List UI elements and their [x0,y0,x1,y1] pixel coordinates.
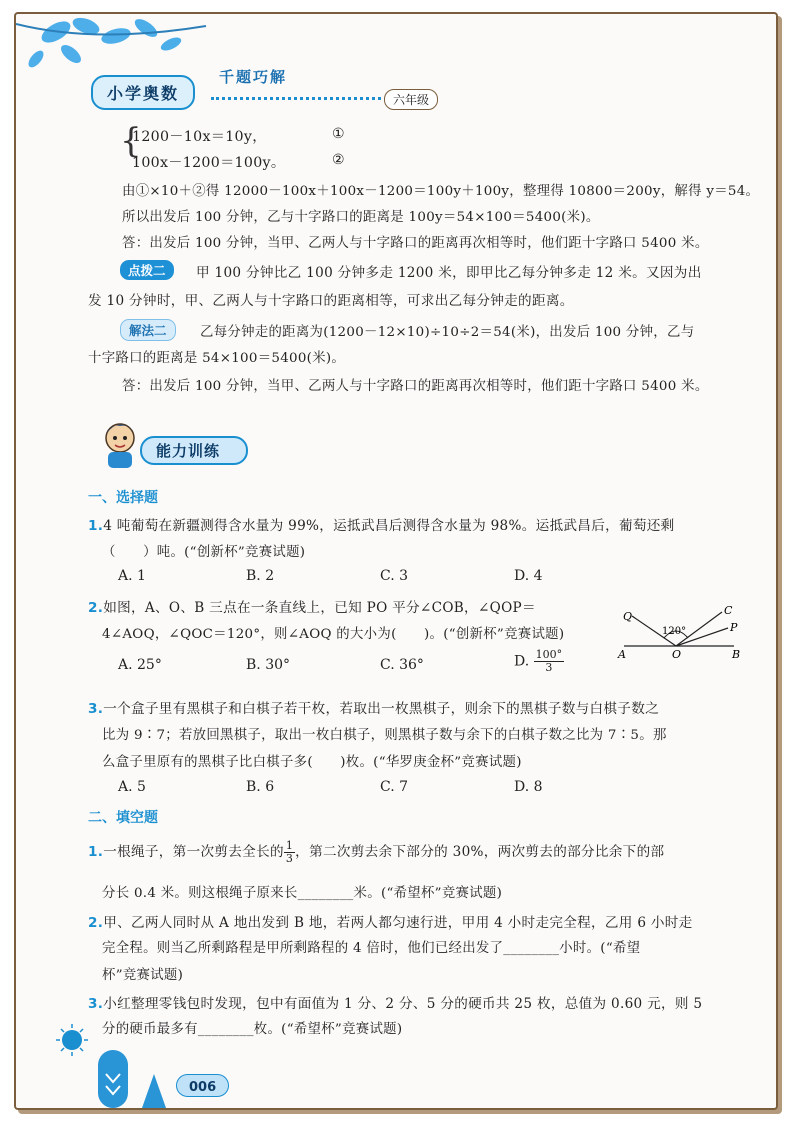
s2-q2-line-3: 杯”竞赛试题) [102,968,184,983]
s1-q2-option-c[interactable]: C. 36° [380,657,424,673]
equation-brace: { [120,121,142,161]
angle-figure [616,594,746,662]
s1-q3-option-d[interactable]: D. 8 [514,779,543,795]
label-b: B [732,648,741,661]
s1-q3-number: 3. [88,701,104,717]
pine-tree-icon [142,1074,166,1108]
s2-q1-number: 1. [88,844,104,860]
label-p: P [730,621,738,634]
solution-line-1: 由①×10＋②得 12000－100x＋100x－1200＝100y＋100y，整理得 10800＝200y，解得 y＝54。 [122,184,760,199]
grade-badge: 六年级 [384,89,438,110]
training-banner [88,414,288,474]
s1-q2-option-b[interactable]: B. 30° [246,657,291,673]
s2-q2-line-2: 完全程。则当乙所剩路程是甲所剩路程的 4 倍时，他们已经出发了________小时。(“希望 [102,941,641,956]
s2-q1-line-1 [88,840,664,865]
s2-q2-line-1 [88,911,693,931]
tree-icon [98,1050,128,1108]
s1-q3-option-a[interactable]: A. 5 [118,779,146,795]
solution-answer-1: 答：出发后 100 分钟，当甲、乙两人与十字路口的距离再次相等时，他们距十字路口 5400 米。 [122,236,709,251]
s1-q1-option-d[interactable]: D. 4 [514,568,543,584]
s1-q2-line-1 [88,596,536,616]
page-number: 006 [189,1080,217,1095]
s2-q1-text-1b: ，第二次剪去余下部分的 30%，两次剪去的部分比余下的部 [295,844,665,860]
fraction-denominator: 3 [285,852,294,865]
tip-badge: 点拨二 [120,260,174,280]
section-1-heading: 一、选择题 [88,490,158,506]
equation-1-marker: ① [332,126,346,142]
s1-q2-option-d-letter: D. [514,653,530,670]
s1-q2-option-a[interactable]: A. 25° [118,657,162,673]
tip-label [120,260,174,280]
sun-icon [62,1030,82,1050]
label-a: A [618,648,626,661]
s1-q1-number: 1. [88,518,104,534]
label-c: C [724,604,733,617]
method-label [120,319,176,341]
label-angle: 120° [662,626,687,637]
section-2-heading: 二、填空题 [88,810,158,826]
s1-q1-option-a[interactable]: A. 1 [118,568,146,584]
s2-q3-line-2: 分的硬币最多有________枚。(“希望杯”竞赛试题) [102,1022,403,1037]
s2-q3-number: 3. [88,996,104,1012]
equation-1: 1200－10x＝10y， [132,129,267,145]
equation-2-marker: ② [332,152,346,168]
book-title: 小学奥数 [91,75,195,110]
solution-line-2: 所以出发后 100 分钟，乙与十字路口的距离是 100y＝54×100＝5400(米)。 [122,210,600,225]
s1-q2-text-1: 如图，A、O、B 三点在一条直线上，已知 PO 平分∠COB，∠QOP＝ [103,600,536,616]
training-title-pill [140,436,248,465]
s1-q3-option-c[interactable]: C. 7 [380,779,409,795]
s1-q1-option-c[interactable]: C. 3 [380,568,409,584]
solution-answer-2: 答：出发后 100 分钟，当甲、乙两人与十字路口的距离再次相等时，他们距十字路口 5400 米。 [122,379,709,394]
s2-q1-fraction [284,840,295,865]
page-number-badge [176,1074,229,1097]
s2-q3-line-1 [88,992,702,1012]
tip-line-2: 发 10 分钟时，甲、乙两人与十字路口的距离相等，可求出乙每分钟走的距离。 [88,293,574,309]
s1-q1-text-1: 4 吨葡萄在新疆测得含水量为 99%，运抵武昌后测得含水量为 98%。运抵武昌后，葡萄还剩 [103,518,675,534]
s2-q1-text-1a: 一根绳子，第一次剪去全长的 [103,844,284,860]
s1-q3-option-b[interactable]: B. 6 [246,779,275,795]
boy-mascot-icon [88,414,148,474]
s1-q3-line-3: 么盒子里原有的黑棋子比白棋子多( )枚。(“华罗庚金杯”竞赛试题) [102,755,522,770]
tip-line-1: 甲 100 分钟比乙 100 分钟多走 1200 米，即甲比乙每分钟多走 12 米。又因为出 [196,265,702,281]
s1-q3-line-1 [88,697,659,717]
s1-q2-option-d-fraction [534,649,565,674]
s2-q2-text-1: 甲、乙两人同时从 A 地出发到 B 地，若两人都匀速行进，甲用 4 小时走完全程，乙用 6 小时走 [103,915,693,931]
method-line-2: 十字路口的距离是 54×100＝5400(米)。 [88,351,346,366]
s2-q3-text-1: 小红整理零钱包时发现，包中有面值为 1 分、2 分、5 分的硬币共 25 枚，总值为 0.60 元，则 5 [103,996,703,1012]
s1-q2-number: 2. [88,600,104,616]
method-badge: 解法二 [120,319,176,341]
fraction-denominator: 3 [545,661,553,674]
header-rule [211,97,381,100]
s1-q1-line-1 [88,514,675,534]
page-frame [14,12,778,1110]
s2-q2-number: 2. [88,915,104,931]
fraction-numerator: 100° [535,648,563,661]
label-o: O [672,648,682,661]
training-title: 能力训练 [156,442,221,460]
method-line-1: 乙每分钟走的距离为(1200－12×10)÷10÷2＝54(米)，出发后 100 分钟，乙与 [200,325,695,340]
s1-q3-line-2: 比为 9∶7；若放回黑棋子，取出一枚白棋子，则黑棋子数与余下的白棋子数之比为 7∶5。那 [102,728,667,743]
book-subtitle: 千题巧解 [219,68,288,86]
equation-2: 100x－1200＝100y。 [132,155,286,171]
footer-decoration [56,1024,196,1108]
header-banner [91,69,461,109]
s1-q3-text-1: 一个盒子里有黑棋子和白棋子若干枚，若取出一枚黑棋子，则余下的黑棋子数与白棋子数之 [103,701,659,717]
s1-q1-option-b[interactable]: B. 2 [246,568,275,584]
s1-q1-line-2: （ ）吨。(“创新杯”竞赛试题) [102,545,306,560]
s2-q1-line-2: 分长 0.4 米。则这根绳子原来长________米。(“希望杯”竞赛试题) [102,886,503,901]
fraction-numerator: 1 [285,839,294,852]
s1-q2-option-d[interactable] [514,649,564,674]
s1-q2-line-2: 4∠AOQ，∠QOC＝120°，则∠AOQ 的大小为( )。(“创新杯”竞赛试题) [102,627,565,642]
label-q: Q [623,610,633,623]
